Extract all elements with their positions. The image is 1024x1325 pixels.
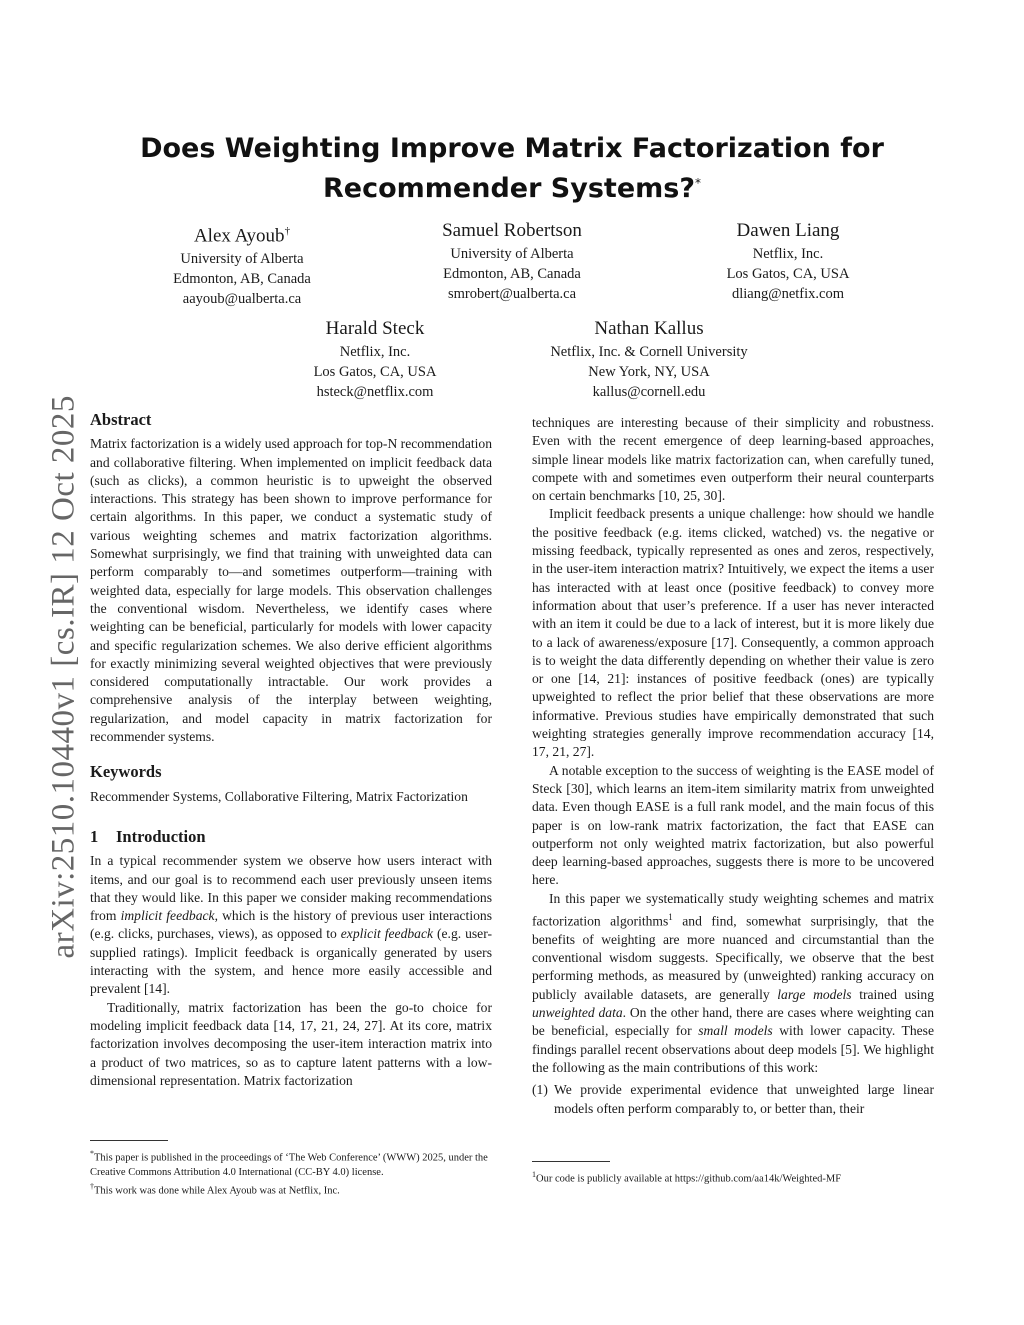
- author-name: Harald Steck: [325, 318, 425, 339]
- author-name: Dawen Liang: [736, 220, 840, 241]
- author-affiliation: University of Alberta: [180, 251, 304, 268]
- intro-paragraph: A notable exception to the success of weighting is the EASE model of Steck [30], which learns an item-item similarity matrix from unweighted data. Even though EASE is a full rank model, and the main focus of this paper is on low-rank matrix factorization, the fact that EASE can outperform not only weighted matrix factorization, but also powerful deep learning-based approaches, suggests there is more to be uncovered here.: [532, 762, 934, 888]
- abstract-text: Matrix factorization is a widely used approach for top-N recommendation and collaborative filtering. When implemented on implicit feedback data (such as clicks), a common heuristic is to upweight the observed interactions. This strategy has been shown to improve performance for certain algorithms. In this paper, we conduct a systematic study of various weighting schemes and matrix factorization algorithms. Somewhat surprisingly, we find that training with unweighted data can perform comparably to—and sometimes outperform—training with weighted data, especially for large models. This observation challenges the conventional wisdom. Nevertheless, we identify cases where weighting can be beneficial, particularly for models with lower capacity and specific regularization schemes. We also derive efficient algorithms for exactly minimizing several weighted objectives that were previously considered computationally intractable. Our work provides a comprehensive analysis of the interplay between weighting, regularization, and model capacity in matrix factorization for recommender systems.: [90, 436, 493, 745]
- author-name: Alex Ayoub: [193, 225, 285, 247]
- author-location: Edmonton, AB, Canada: [173, 271, 311, 288]
- author-email: kallus@cornell.edu: [592, 384, 706, 400]
- list-text: We provide experimental evidence that unweighted large linear models often perform comparably to, or better than, their: [554, 1082, 934, 1116]
- author-location: New York, NY, USA: [588, 364, 710, 380]
- author-affiliation: University of Alberta: [450, 246, 574, 262]
- section-number: 1: [90, 826, 99, 846]
- author-email: hsteck@netflix.com: [316, 384, 434, 400]
- left-footnotes: [90, 1140, 492, 1198]
- author-affiliation: Netflix, Inc.: [752, 246, 824, 262]
- contribution-list-item: [532, 1081, 934, 1118]
- intro-heading: [90, 828, 492, 846]
- list-number: (1): [532, 1082, 548, 1098]
- paper-title: Does Weighting Improve Matrix Factorization for Recommender Systems?*: [140, 133, 884, 204]
- author-email: aayoub@ualberta.ca: [182, 291, 302, 308]
- keywords-heading: Keywords: [90, 762, 162, 782]
- author-affiliation: Netflix, Inc. & Cornell University: [550, 344, 748, 360]
- footnote-rule: [90, 1140, 168, 1141]
- footnote: $^1$Our code is publicly available at https://github.com/aa14k/Weighted-MF: [532, 1170, 842, 1185]
- author-location: Los Gatos, CA, USA: [313, 364, 437, 380]
- right-footnotes: [532, 1161, 934, 1187]
- section-title-text: Introduction: [116, 826, 206, 846]
- author-location: Edmonton, AB, Canada: [443, 266, 581, 282]
- abstract-heading: Abstract: [90, 410, 152, 429]
- author-email: dliang@netfix.com: [731, 286, 844, 302]
- author-email: smrobert@ualberta.ca: [447, 286, 577, 302]
- intro-paragraph: In a typical recommender system we observe how users interact with items, and our goal is to recommend each user previously unseen items that they would like. In this paper we consider making recommendations from implicit feedback, which is the history of previous user interactions (e.g. clicks, purchases, views), as opposed to explicit feedback (e.g. user-supplied ratings). Implicit feedback is organically generated by users interacting with the system, and hence more easily accessible and prevalent [14].: [90, 853, 492, 997]
- author-name: Samuel Robertson: [442, 220, 582, 241]
- footnote: †This work was done while Alex Ayoub was at Netflix, Inc.: [90, 1181, 340, 1196]
- keywords-text: Recommender Systems, Collaborative Filtering, Matrix Factorization: [90, 788, 468, 804]
- intro-paragraph: techniques are interesting because of their simplicity and robustness. Even with the recent emergence of deep learning-based approaches, simple linear models like matrix factorization can, when carefully tuned, compete with and sometimes even outperform their neural counterparts on certain benchmarks [10, 25, 30].: [532, 415, 934, 504]
- intro-paragraph: In this paper we systematically study weighting schemes and matrix factorization algorithms$^1$ and find, somewhat surprisingly, that the benefits of weighting are more nuanced and circumstantial than the conventional wisdom suggests. Specifically, we observe that the best performing methods, as measured by (unweighted) ranking accuracy on publicly available datasets, are generally large models trained using unweighted data. On the other hand, there are cases where weighting can be beneficial, especially for small models with lower capacity. These findings parallel recent observations about deep models [5]. We highlight the following as the main contributions of this work:: [532, 890, 935, 1075]
- author-block: Alex Ayoub† University of Alberta Edmonton, AB, Canada aayoub@ualberta.ca: [142, 218, 342, 309]
- author-affiliation: Netflix, Inc.: [339, 344, 411, 360]
- author-name: Nathan Kallus: [594, 318, 704, 339]
- right-column: [532, 414, 934, 1118]
- intro-paragraph: Traditionally, matrix factorization has been the go-to choice for modeling implicit feedback data [14, 17, 21, 24, 27]. At its core, matrix factorization involves decomposing the user-item interaction matrix into a product of two matrices, so as to capture latent patterns with a low-dimensional representation. Matrix factorization: [90, 999, 492, 1088]
- author-location: Los Gatos, CA, USA: [726, 266, 850, 282]
- intro-paragraph: Implicit feedback presents a unique challenge: how should we handle the positive feedback (e.g. items clicked, watched) vs. the negative or missing feedback, typically represented as ones and zeros, respectively, in the user-item interaction matrix? Intuitively, we expect the items a user has interacted with at least once (positive feedback) to convey more information about that user’s preference. If a user has never interacted with an item it could be due to a lack of interest, but it is more likely due to a lack of awareness/exposure [17]. Consequently, a common approach is to weight the data differently depending on whether their value is zero or one [14, 21]: instances of positive feedback (ones) are typically upweighted to reflect the prior belief that these observations are more informative. Previous studies have empirically demonstrated that such weighting strategies generally improve recommendation accuracy [14, 17, 21, 27].: [532, 506, 934, 760]
- author-block: [412, 218, 612, 304]
- left-column: [90, 411, 492, 1090]
- footnote-ref: 1: [668, 912, 673, 923]
- footnote-rule: [532, 1161, 610, 1162]
- author-block: [275, 316, 475, 402]
- author-block: [688, 218, 888, 304]
- author-block: [519, 316, 779, 402]
- arxiv-identifier: arXiv:2510.10440v1 [cs.IR] 12 Oct 2025: [45, 395, 82, 959]
- footnote: *This paper is published in the proceedings of ‘The Web Conference’ (WWW) 2025, under the Creative Commons Attribution 4.0 International (CC-BY 4.0) license.: [90, 1149, 488, 1178]
